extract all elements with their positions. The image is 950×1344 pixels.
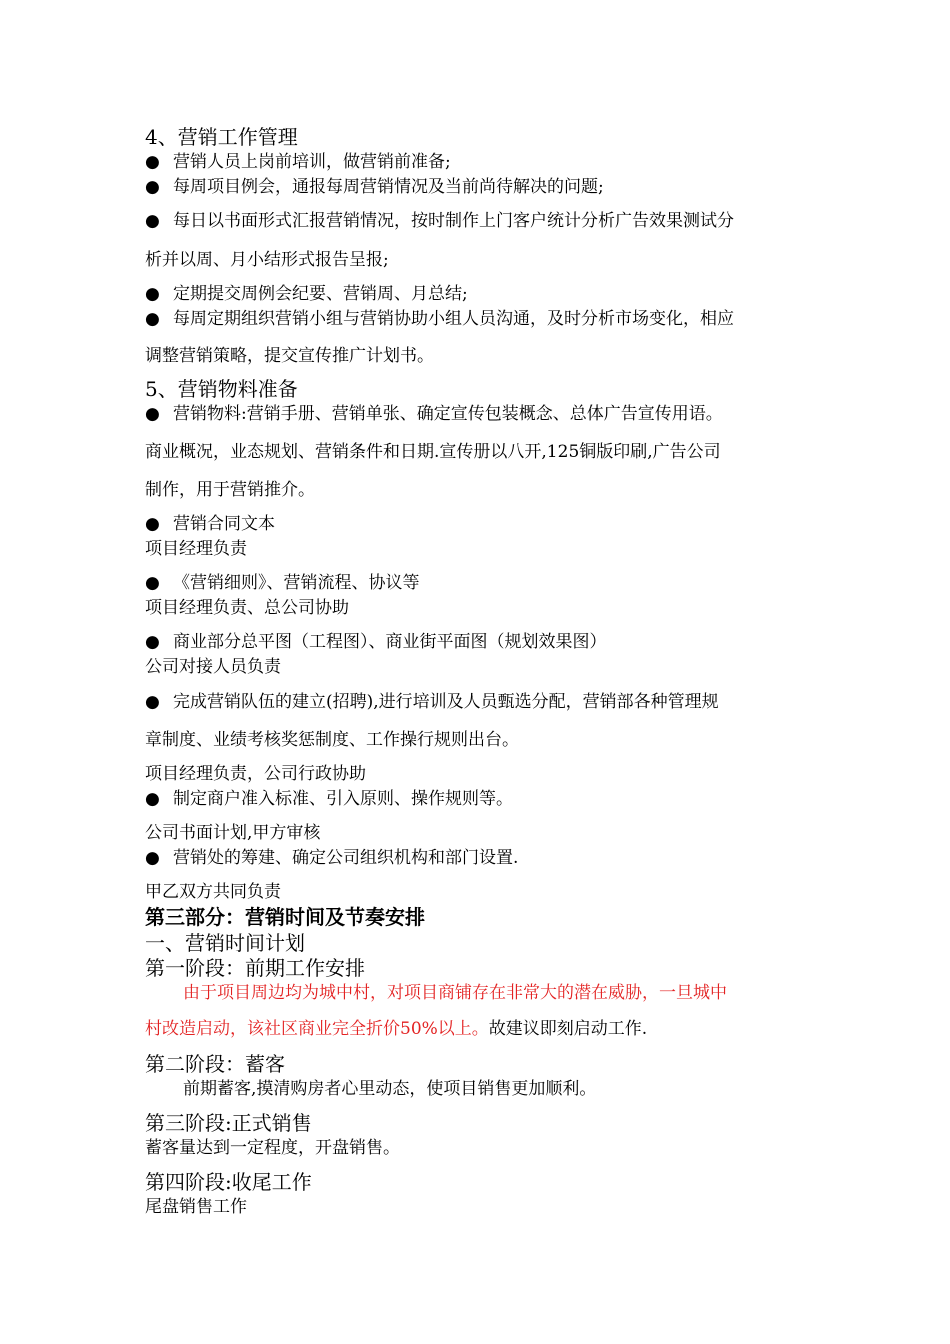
stage2-text: 前期蓄客,摸清购房者心里动态，使项目销售更加顺利。 xyxy=(183,1079,597,1099)
list-item: ● 每周项目例会，通报每周营销情况及当前尚待解决的问题; xyxy=(145,177,604,197)
bullet-icon: ● xyxy=(145,692,160,712)
stage4-text: 尾盘销售工作 xyxy=(145,1197,247,1217)
responsibility-note: 项目经理负责 xyxy=(145,539,247,559)
bullet-icon: ● xyxy=(145,632,160,652)
responsibility-note: 项目经理负责，公司行政协助 xyxy=(145,764,366,784)
responsibility-note: 项目经理负责、总公司协助 xyxy=(145,598,349,618)
list-item: ● 每日以书面形式汇报营销情况，按时制作上门客户统计分析广告效果测试分 xyxy=(145,211,734,231)
list-item: ● 《营销细则》、营销流程、协议等 xyxy=(145,573,420,593)
list-item-continuation: 章制度、业绩考核奖惩制度、工作操行规则出台。 xyxy=(145,730,519,750)
list-item: ● 营销物料:营销手册、营销单张、确定宣传包装概念、总体广告宣传用语。 xyxy=(145,404,723,424)
section4-heading: 4、营销工作管理 xyxy=(145,125,298,149)
bullet-icon: ● xyxy=(145,789,160,809)
list-item-continuation: 析并以周、月小结形式报告呈报; xyxy=(145,250,389,270)
stage2-heading: 第二阶段：蓄客 xyxy=(145,1052,285,1076)
bullet-icon: ● xyxy=(145,848,160,868)
responsibility-note: 公司书面计划,甲方审核 xyxy=(145,823,321,843)
bullet-icon: ● xyxy=(145,573,160,593)
bullet-icon: ● xyxy=(145,514,160,534)
responsibility-note: 公司对接人员负责 xyxy=(145,657,281,677)
stage3-text: 蓄客量达到一定程度，开盘销售。 xyxy=(145,1138,400,1158)
plan-subheading: 一、营销时间计划 xyxy=(145,931,305,955)
list-item: ● 商业部分总平图（工程图）、商业街平面图（规划效果图） xyxy=(145,632,607,652)
list-item: ● 定期提交周例会纪要、营销周、月总结; xyxy=(145,284,468,304)
stage3-heading: 第三阶段:正式销售 xyxy=(145,1111,312,1135)
bullet-icon: ● xyxy=(145,284,160,304)
stage1-heading: 第一阶段：前期工作安排 xyxy=(145,956,365,980)
stage1-text-red: 由于项目周边均为城中村，对项目商铺存在非常大的潜在威胁，一旦城中 xyxy=(183,983,727,1003)
bullet-icon: ● xyxy=(145,309,160,329)
list-item: ● 营销处的筹建、确定公司组织机构和部门设置. xyxy=(145,848,519,868)
responsibility-note: 甲乙双方共同负责 xyxy=(145,882,281,902)
bullet-icon: ● xyxy=(145,211,160,231)
section5-heading: 5、营销物料准备 xyxy=(145,377,298,401)
list-item: ● 完成营销队伍的建立(招聘),进行培训及人员甄选分配，营销部各种管理规 xyxy=(145,692,719,712)
stage1-text-line2: 村改造启动，该社区商业完全折价50%以上。故建议即刻启动工作. xyxy=(145,1019,648,1039)
list-item: ● 制定商户准入标准、引入原则、操作规则等。 xyxy=(145,789,513,809)
list-item: ● 每周定期组织营销小组与营销协助小组人员沟通，及时分析市场变化，相应 xyxy=(145,309,734,329)
part3-heading: 第三部分：营销时间及节奏安排 xyxy=(145,905,425,929)
list-item-continuation: 调整营销策略，提交宣传推广计划书。 xyxy=(145,346,434,366)
bullet-icon: ● xyxy=(145,152,160,172)
bullet-icon: ● xyxy=(145,177,160,197)
bullet-icon: ● xyxy=(145,404,160,424)
list-item-continuation: 商业概况，业态规划、营销条件和日期.宣传册以八开,125铜版印刷,广告公司 xyxy=(145,442,721,462)
list-item: ● 营销合同文本 xyxy=(145,514,275,534)
list-item-continuation: 制作，用于营销推介。 xyxy=(145,480,315,500)
stage4-heading: 第四阶段:收尾工作 xyxy=(145,1170,312,1194)
list-item: ● 营销人员上岗前培训，做营销前准备; xyxy=(145,152,451,172)
